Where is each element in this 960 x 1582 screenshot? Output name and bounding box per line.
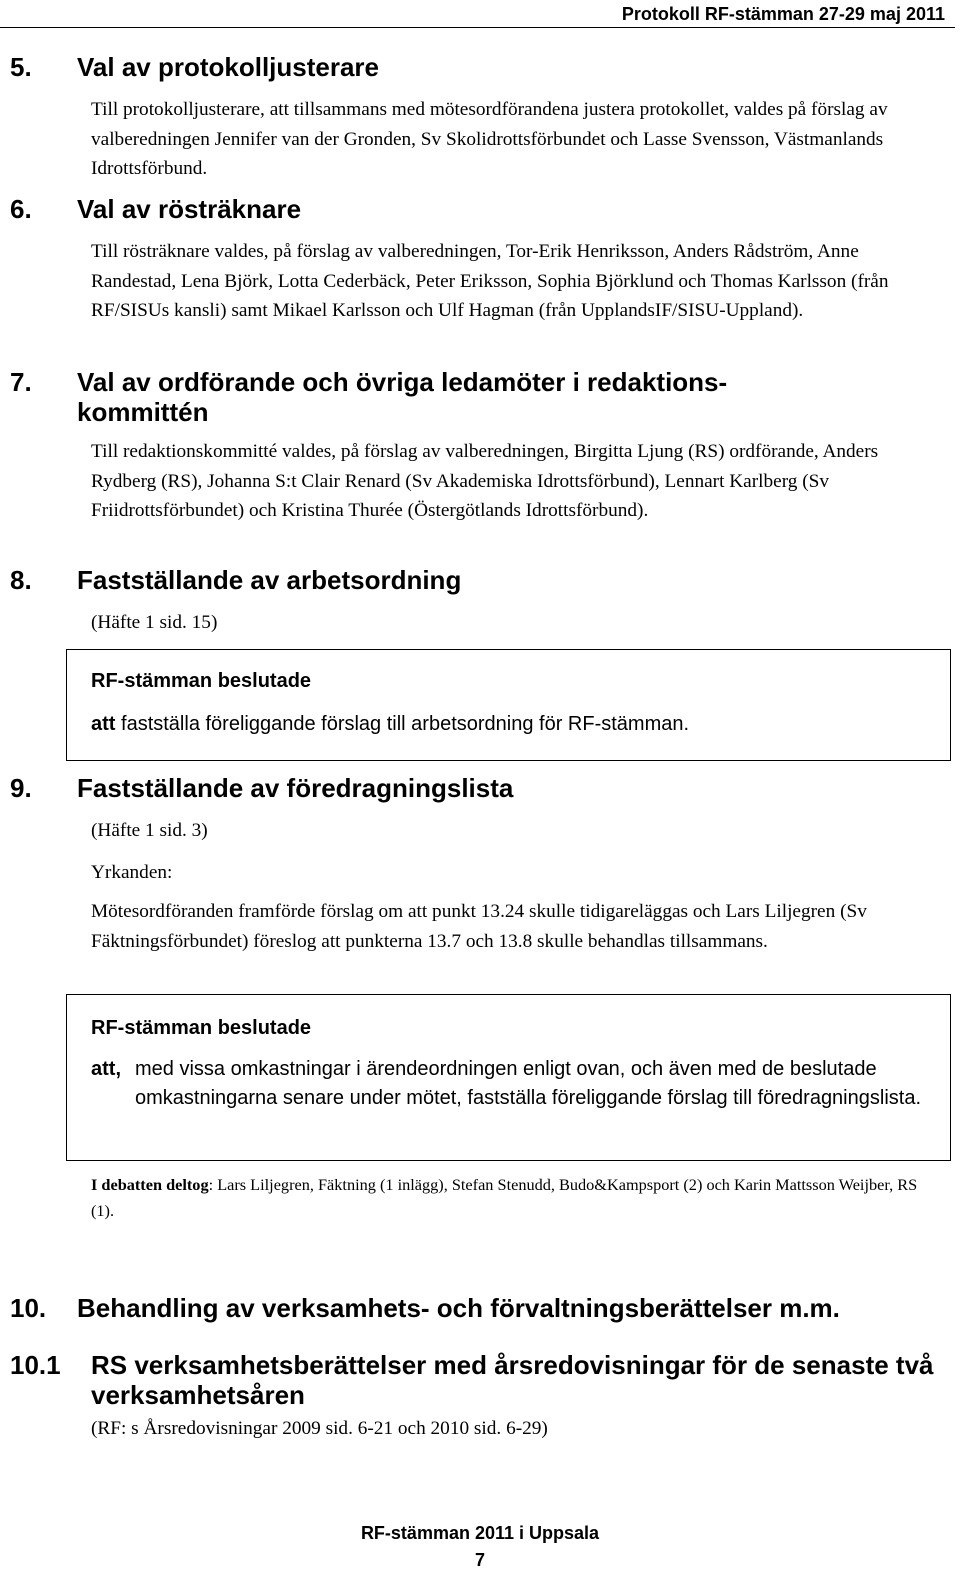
section-9-yrkanden-label: Yrkanden: xyxy=(91,862,173,883)
section-8-number: 8. xyxy=(10,565,32,595)
section-9-debate xyxy=(91,1172,931,1224)
section-9-number: 9. xyxy=(10,773,32,803)
section-8-decision-heading: RF-stämman beslutade xyxy=(91,670,312,692)
section-8-att-label: att xyxy=(91,713,116,735)
section-9-decision-box xyxy=(66,994,951,1161)
section-9-decision-heading: RF-stämman beslutade xyxy=(91,1017,312,1039)
section-9-reference: (Häfte 1 sid. 3) xyxy=(91,820,208,841)
section-7-title-line1: Val av ordförande och övriga ledamöter i redaktions- xyxy=(77,367,728,397)
debate-text: : Lars Liljegren, Fäktning (1 inlägg), Stefan Stenudd, Budo&Kampsport (2) och Karin Mattsson Weijber, RS (1). xyxy=(91,1175,918,1220)
header-rule xyxy=(0,27,955,28)
section-10-title: Behandling av verksamhets- och förvaltningsberättelser m.m. xyxy=(77,1293,840,1323)
section-5-body: Till protokolljusterare, att tillsammans med mötesordförandena justera protokollet, valdes på förslag av valberedningen Jennifer van der Gronden, Sv Skolidrottsförbundet och Lasse Svensson, Västmanlands Idrottsförbund. xyxy=(91,99,888,179)
section-9-att-label: att, xyxy=(91,1058,121,1080)
debate-label: I debatten deltog xyxy=(91,1175,209,1194)
page-number: 7 xyxy=(474,1550,485,1570)
section-5-number: 5. xyxy=(10,52,32,82)
section-6-number: 6. xyxy=(10,194,32,224)
section-6-body: Till rösträknare valdes, på förslag av valberedningen, Tor-Erik Henriksson, Anders Rådström, Anne Randestad, Lena Björk, Lotta Cederbäck, Peter Eriksson, Sophia Björklund och Thomas Karlsson (från RF/SISUs kansli) samt Mikael Karlsson och Ulf Hagman (från UpplandsIF/SISU-Uppland). xyxy=(91,241,889,321)
section-9-decision-text: med vissa omkastningar i ärendeordningen enligt ovan, och även med de beslutade omkastningarna senare under mötet, fastställa föreliggande förslag till föredragningslista. xyxy=(135,1058,921,1109)
section-9-title: Fastställande av föredragningslista xyxy=(77,773,514,803)
section-10-1-reference: (RF: s Årsredovisningar 2009 sid. 6-21 och 2010 sid. 6-29) xyxy=(91,1418,548,1439)
section-8-decision-text: fastställa föreliggande förslag till arbetsordning för RF-stämman. xyxy=(121,713,690,735)
section-7-body: Till redaktionskommitté valdes, på förslag av valberedningen, Birgitta Ljung (RS) ordförande, Anders Rydberg (RS), Johanna S:t Clair Renard (Sv Akademiska Idrottsförbund), Lennart Karlberg (Sv Friidrottsförbundet) och Kristina Thurée (Östergötlands Idrottsförbund). xyxy=(91,441,879,521)
section-10-number: 10. xyxy=(10,1293,47,1323)
section-10-1-number: 10.1 xyxy=(10,1350,61,1380)
section-7-title-line2: kommittén xyxy=(77,397,209,427)
section-5-title: Val av protokolljusterare xyxy=(77,52,380,82)
page-header: Protokoll RF-stämman 27-29 maj 2011 xyxy=(621,4,945,24)
section-9-yrkanden-text: Mötesordföranden framförde förslag om att punkt 13.24 skulle tidigareläggas och Lars Liljegren (Sv Fäktningsförbundet) föreslog att punkterna 13.7 och 13.8 skulle behandlas tillsammans. xyxy=(91,901,867,952)
section-8-decision-box xyxy=(66,649,951,761)
footer-title: RF-stämman 2011 i Uppsala xyxy=(360,1523,600,1543)
section-7-number: 7. xyxy=(10,367,32,397)
section-8-title: Fastställande av arbetsordning xyxy=(77,565,462,595)
section-8-decision-line xyxy=(91,710,689,739)
section-8-reference: (Häfte 1 sid. 15) xyxy=(91,612,218,633)
section-6-title: Val av rösträknare xyxy=(77,194,302,224)
section-10-1-title: RS verksamhetsberättelser med årsredovisningar för de senaste två verksamhetsåren xyxy=(91,1350,934,1410)
